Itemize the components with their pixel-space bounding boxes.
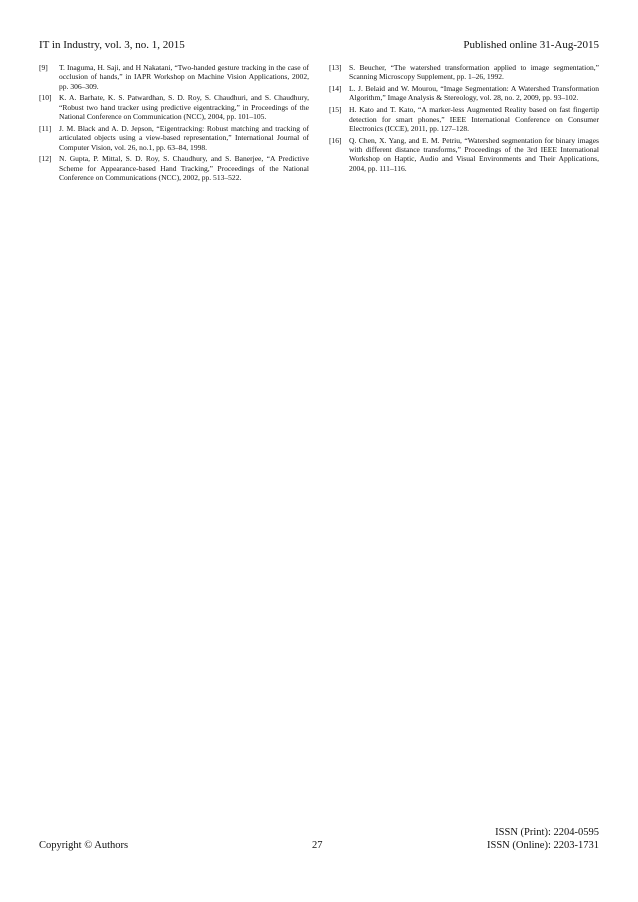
reference-item (39, 124, 309, 152)
references-left-column (39, 63, 309, 185)
reference-number: [13] (329, 63, 342, 72)
reference-number: [15] (329, 105, 342, 115)
reference-number: [12] (39, 154, 52, 164)
reference-item (39, 154, 309, 182)
reference-text: L. J. Belaid and W. Mourou, “Image Segmentation: A Watershed Transformation Algorithm,” Image Analysis & Stereology, vol. 28, no. 2, 2009, pp. 93–102. (349, 84, 599, 103)
reference-text: H. Kato and T. Kato, “A marker-less Augmented Reality based on fast fingertip detection for smart phones,” IEEE International Conference on Consumer Electronics (ICCE), 2011, pp. 127–128. (349, 105, 599, 133)
issn-block (487, 826, 599, 852)
reference-text: Q. Chen, X. Yang, and E. M. Petriu, “Watershed segmentation for binary images with different distance transforms,” Proceedings of the 3rd IEEE International Workshop on Haptic, Audio and Visual Environments and Their Applications, 2004, pp. 111–116. (349, 135, 599, 173)
reference-item (39, 93, 309, 121)
journal-info: IT in Industry, vol. 3, no. 1, 2015 (39, 39, 185, 51)
copyright-notice: Copyright © Authors (39, 840, 129, 851)
reference-text: S. Beucher, “The watershed transformation applied to image segmentation,” Scanning Microscopy Supplement, pp. 1–26, 1992. (349, 63, 599, 82)
reference-text: J. M. Black and A. D. Jepson, “Eigentracking: Robust matching and tracking of articulated objects using a view-based representation,” International Journal of Computer Vision, vol. 26, no.1, pp. 63–84, 1998. (59, 123, 309, 152)
page-number: 27 (312, 840, 323, 851)
reference-item (329, 63, 599, 82)
reference-text: K. A. Barhate, K. S. Patwardhan, S. D. Roy, S. Chaudhuri, and S. Chaudhury, “Robust two hand tracker using predictive eigentracking,” in Proceedings of the National Conference on Communication (NCC), 2004, pp. 101–105. (59, 93, 309, 122)
reference-item (329, 84, 599, 103)
reference-item (329, 105, 599, 133)
reference-number: [16] (329, 135, 342, 145)
reference-text: N. Gupta, P. Mittal, S. D. Roy, S. Chaudhury, and S. Banerjee, “A Predictive Scheme for Appearance-based Hand Tracking,” Proceedings of the National Conference on Communications (NCC), 2002, pp. 513–522. (59, 154, 309, 183)
publication-date: Published online 31-Aug-2015 (463, 39, 599, 51)
reference-number: [10] (39, 93, 52, 103)
reference-item (329, 136, 599, 173)
reference-number: [9] (39, 63, 48, 72)
references-right-column (329, 63, 599, 176)
reference-text: T. Inaguma, H. Saji, and H Nakatani, “Two-handed gesture tracking in the case of occlusion of hands,” in IAPR Workshop on Machine Vision Applications, 2002, pp. 306–309. (59, 63, 309, 91)
issn-print: ISSN (Print): 2204-0595 (495, 827, 599, 838)
reference-number: [14] (329, 84, 342, 94)
reference-item (39, 63, 309, 91)
reference-number: [11] (39, 123, 52, 133)
issn-online: ISSN (Online): 2203-1731 (487, 840, 599, 851)
